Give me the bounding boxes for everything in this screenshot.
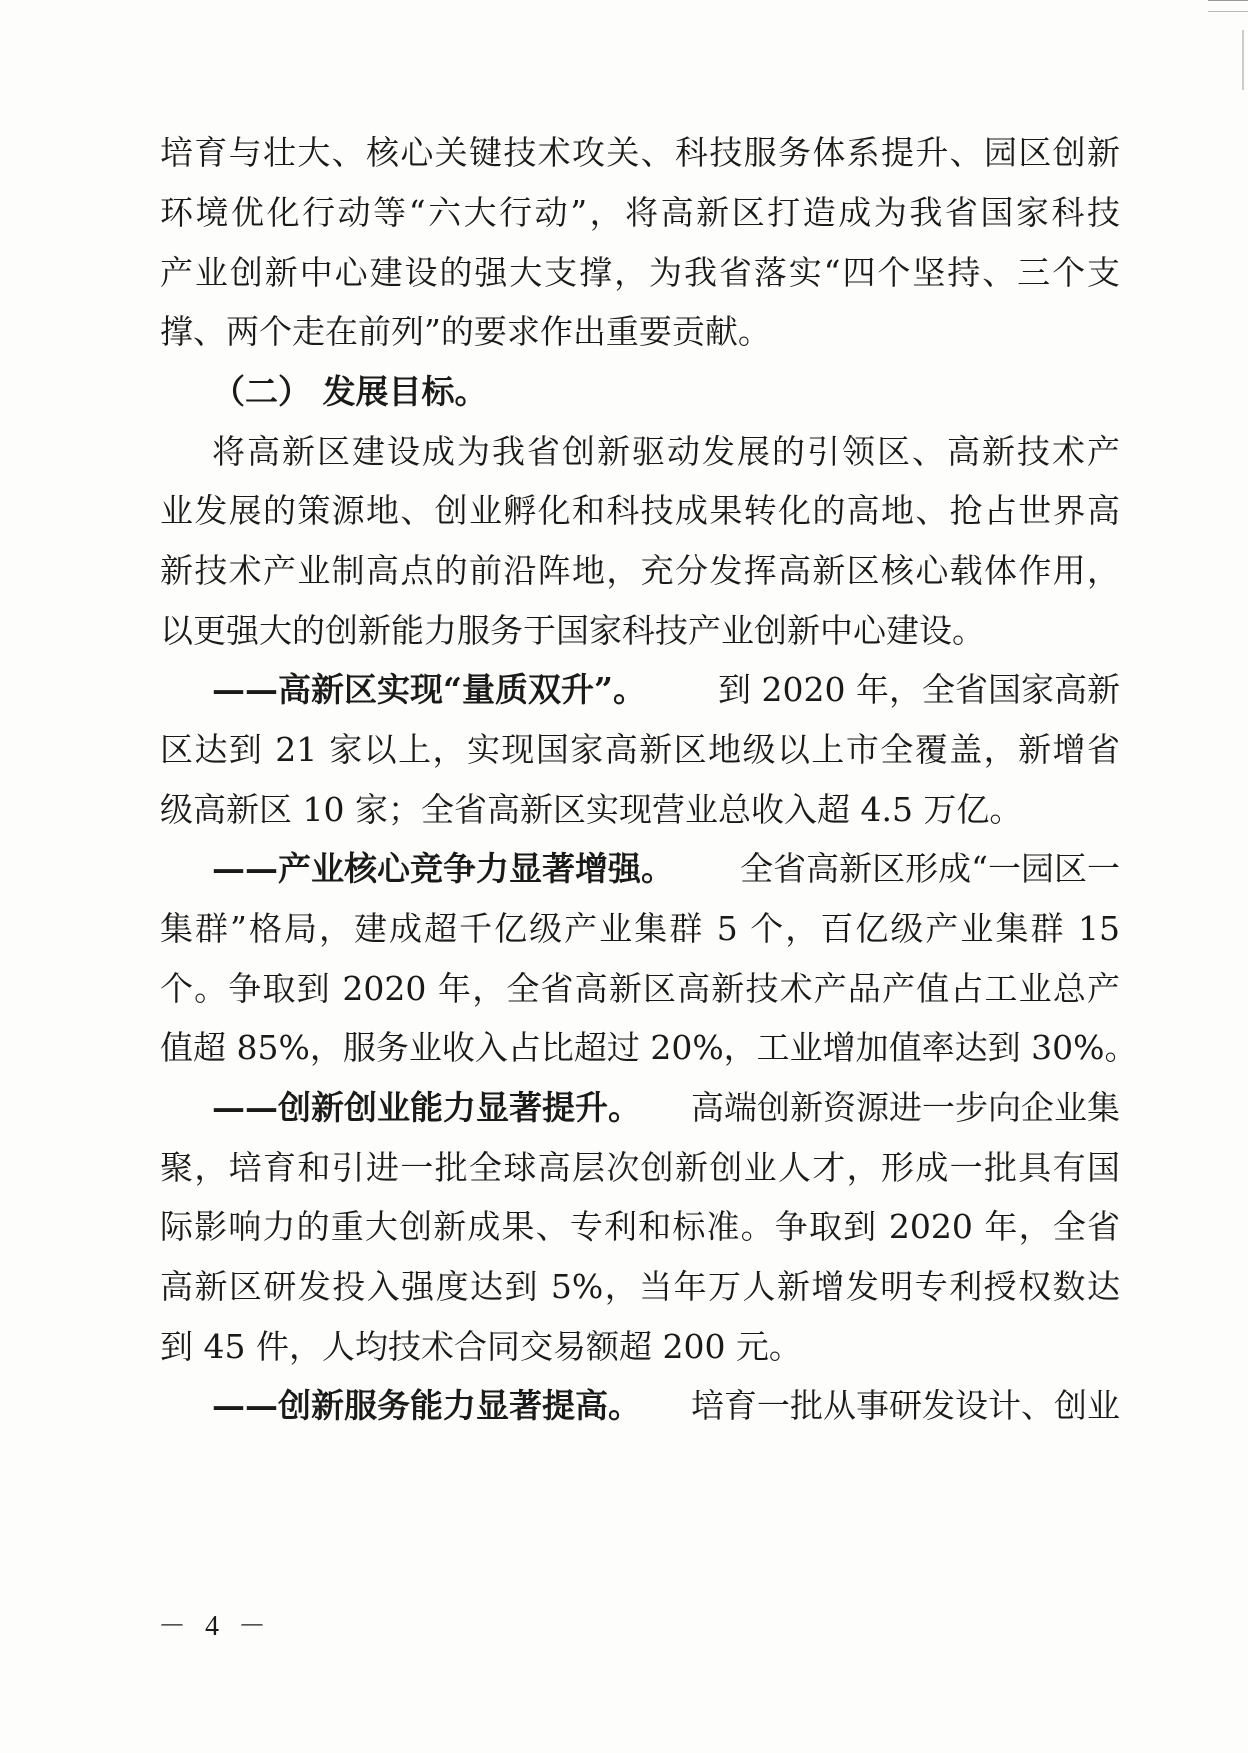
scan-edge-mark xyxy=(1242,30,1244,90)
body-line: 业发展的策源地、创业孵化和科技成果转化的高地、抢占世界高 xyxy=(160,491,1120,530)
goal-lead: ——产业核心竞争力显著增强。 xyxy=(212,849,674,888)
body-line: 到 45 件，人均技术合同交易额超 200 元。 xyxy=(160,1327,802,1366)
body-line: 产业创新中心建设的强大支撑，为我省落实“四个坚持、三个支 xyxy=(160,253,1120,292)
body-line: 将高新区建设成为我省创新驱动发展的引领区、高新技术产 xyxy=(212,432,1120,471)
page-number: － 4 － xyxy=(158,1611,273,1642)
section-heading: （二） 发展目标。 xyxy=(212,372,488,411)
body-line: 高新区研发投入强度达到 5%，当年万人新增发明专利授权数达 xyxy=(160,1267,1120,1306)
body-line: 培育与壮大、核心关键技术攻关、科技服务体系提升、园区创新 xyxy=(160,133,1120,172)
goal-item xyxy=(212,849,1120,889)
body-line: 新技术产业制高点的前沿阵地，充分发挥高新区核心载体作用， xyxy=(160,551,1120,590)
goal-text: 全省高新区形成“一园区一 xyxy=(740,849,1120,888)
body-line: 集群”格局，建成超千亿级产业集群 5 个，百亿级产业集群 15 xyxy=(160,909,1120,948)
goal-lead: ——高新区实现“量质双升”。 xyxy=(212,670,646,709)
goal-item xyxy=(212,670,1120,710)
goal-lead: ——创新创业能力显著提升。 xyxy=(212,1088,641,1127)
goal-text: 培育一批从事研发设计、创业 xyxy=(691,1386,1120,1425)
body-line: 环境优化行动等“六大行动”，将高新区打造成为我省国家科技 xyxy=(160,193,1120,232)
goal-lead: ——创新服务能力显著提高。 xyxy=(212,1386,641,1425)
goal-item xyxy=(212,1088,1120,1128)
goal-text: 高端创新资源进一步向企业集 xyxy=(691,1088,1120,1127)
scan-corner-mark xyxy=(1208,0,1248,12)
body-line: 际影响力的重大创新成果、专利和标准。争取到 2020 年，全省 xyxy=(160,1207,1120,1246)
body-line: 个。争取到 2020 年，全省高新区高新技术产品产值占工业总产 xyxy=(160,969,1120,1008)
goal-item xyxy=(212,1386,1120,1426)
body-line: 撑、两个走在前列”的要求作出重要贡献。 xyxy=(160,312,771,351)
body-line: 级高新区 10 家；全省高新区实现营业总收入超 4.5 万亿。 xyxy=(160,790,1023,829)
goal-text: 到 2020 年，全省国家高新 xyxy=(718,670,1120,709)
body-line: 以更强大的创新能力服务于国家科技产业创新中心建设。 xyxy=(160,611,985,650)
body-line: 值超 85%，服务业收入占比超过 20%，工业增加值率达到 30%。 xyxy=(160,1028,1138,1067)
body-line: 区达到 21 家以上，实现国家高新区地级以上市全覆盖，新增省 xyxy=(160,730,1120,769)
body-line: 聚，培育和引进一批全球高层次创新创业人才，形成一批具有国 xyxy=(160,1148,1120,1187)
